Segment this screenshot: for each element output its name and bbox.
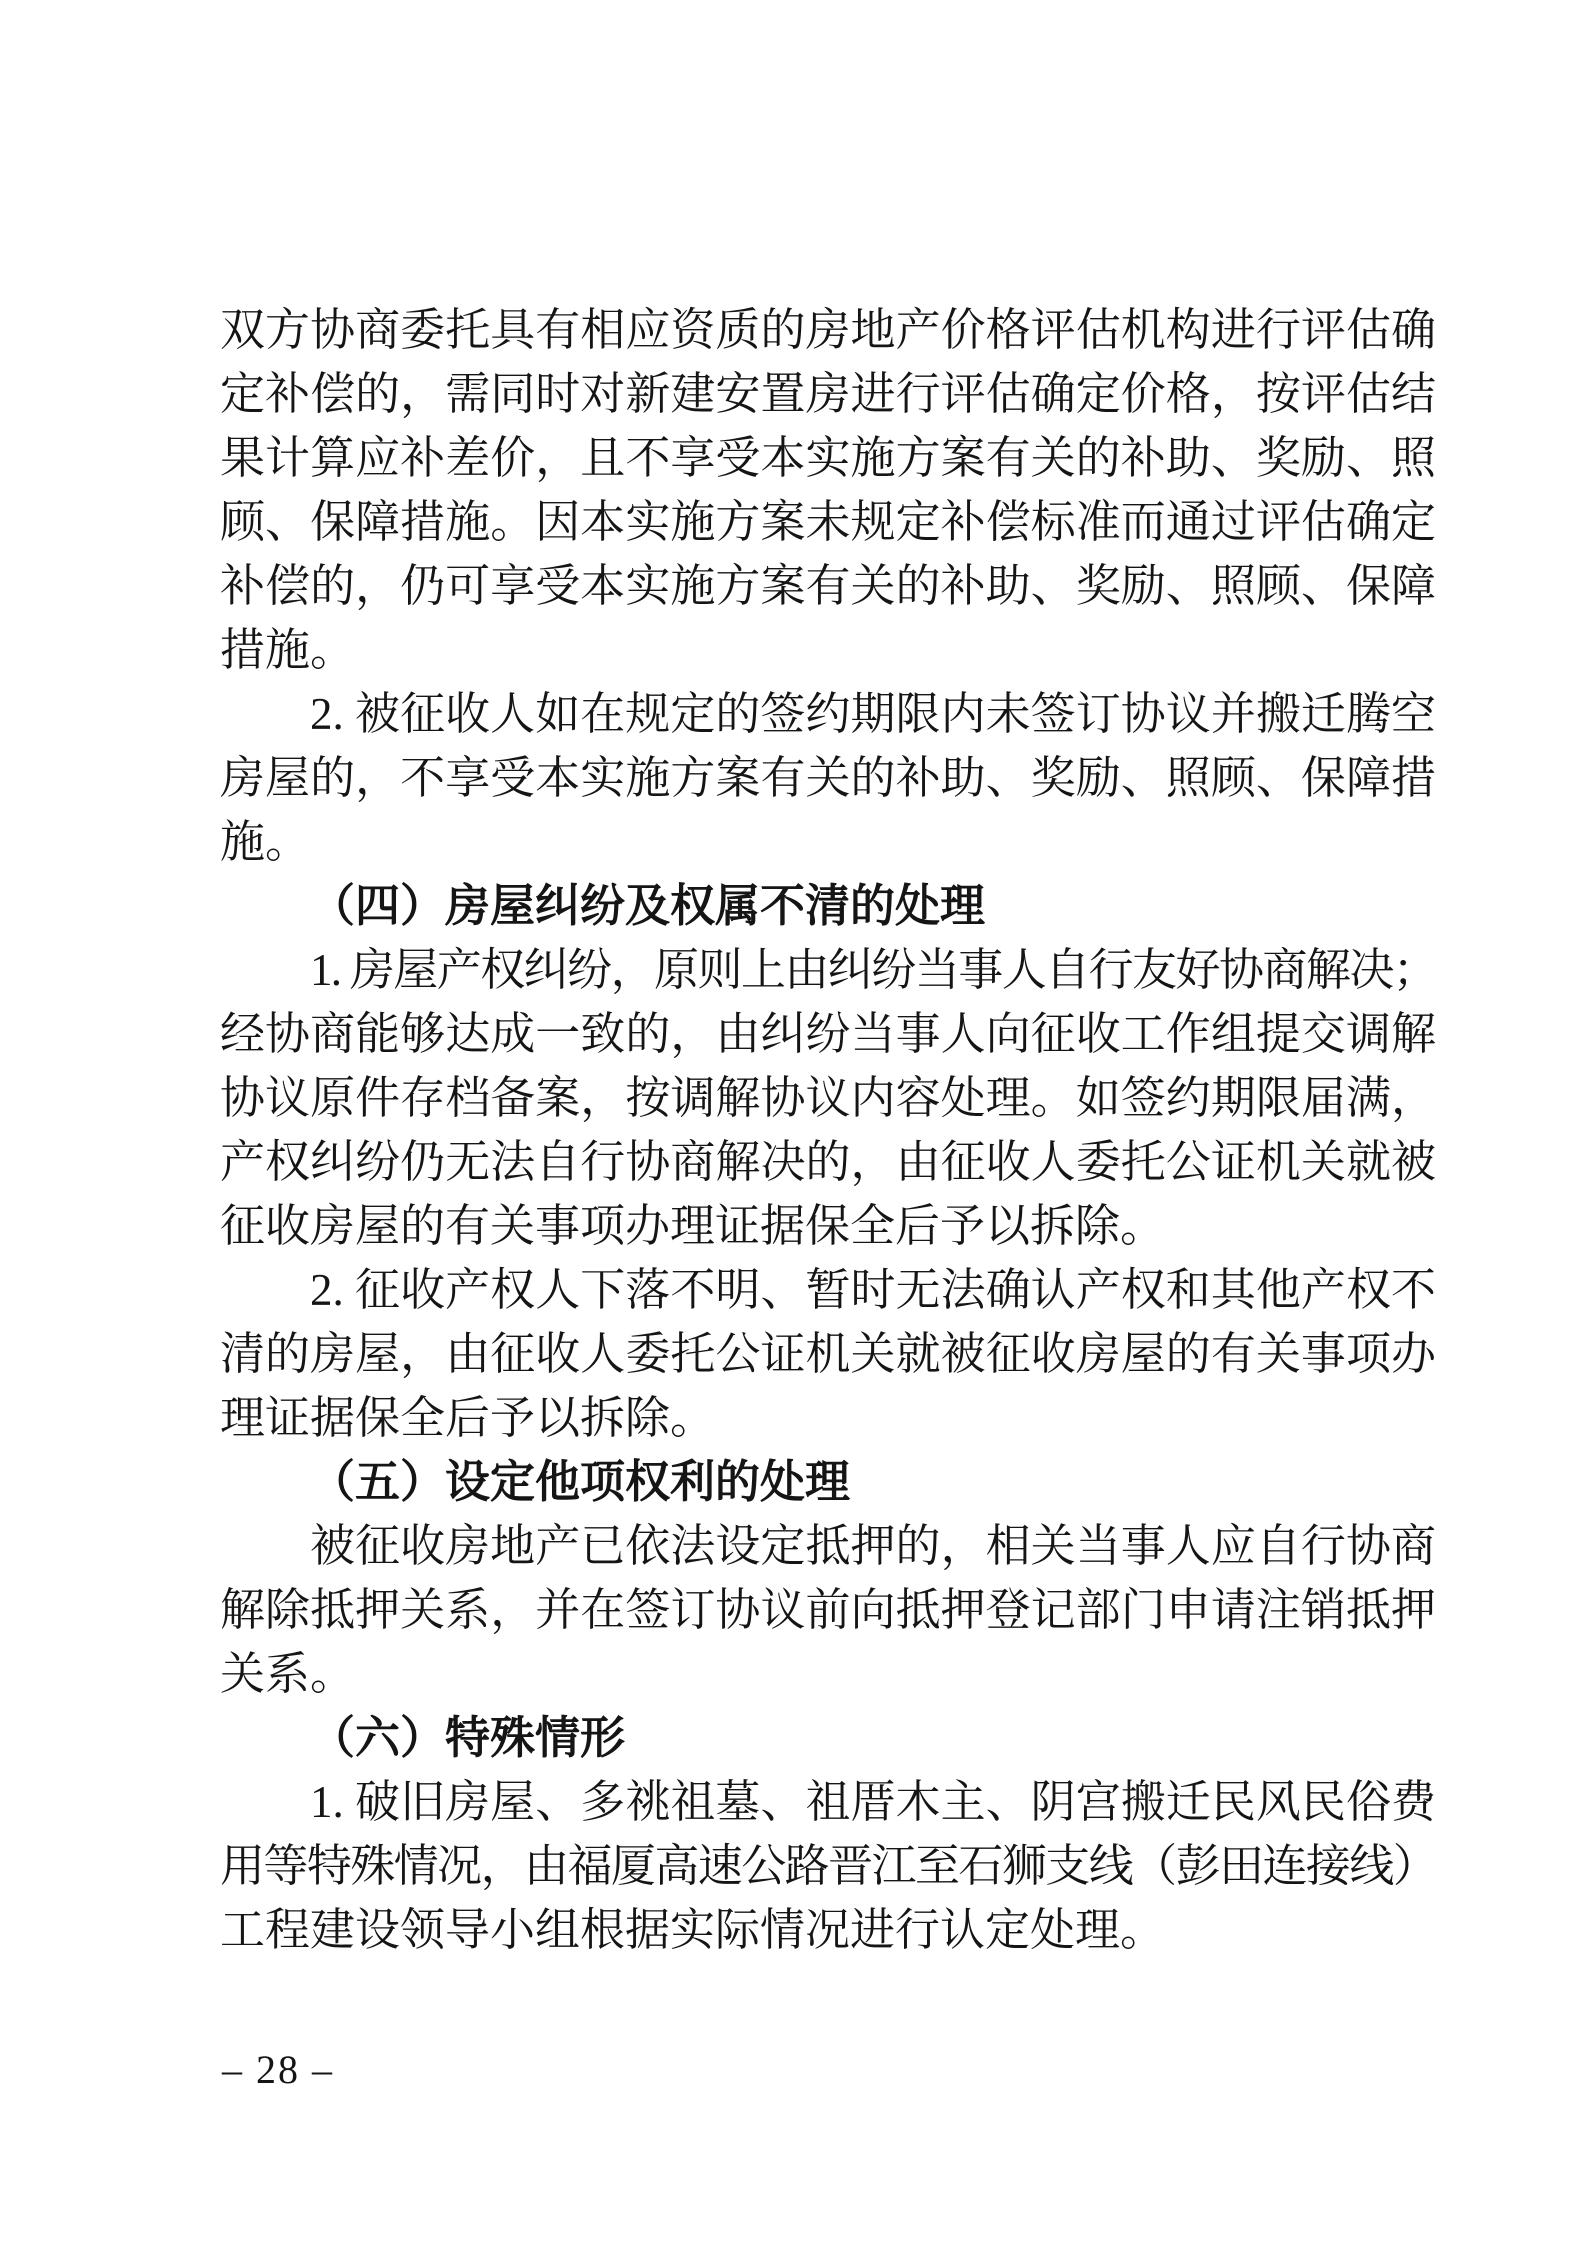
text-line: 解除抵押关系，并在签订协议前向抵押登记部门申请注销抵押 — [220, 1585, 1436, 1635]
text-line: 清的房屋，由征收人委托公证机关就被征收房屋的有关事项办 — [220, 1329, 1436, 1379]
section-heading: （四）房屋纠纷及权属不清的处理 — [310, 881, 986, 931]
text-line: 关系。 — [220, 1649, 356, 1699]
text-line: 被征收房地产已依法设定抵押的，相关当事人应自行协商 — [310, 1521, 1436, 1571]
text-line: 措施。 — [220, 625, 356, 675]
text-line: 双方协商委托具有相应资质的房地产价格评估机构进行评估确 — [220, 305, 1436, 355]
document-body — [220, 298, 1436, 1962]
text-line: 用等特殊情况，由福厦高速公路晋江至石狮支线（彭田连接线） — [220, 1841, 1436, 1891]
text-line: 2. 被征收人如在规定的签约期限内未签订协议并搬迁腾空 — [310, 689, 1436, 739]
text-line: 1. 破旧房屋、多祧祖墓、祖厝木主、阴宫搬迁民风民俗费 — [310, 1777, 1436, 1827]
section-heading: （五）设定他项权利的处理 — [310, 1457, 851, 1507]
text-line: 补偿的，仍可享受本实施方案有关的补助、奖励、照顾、保障 — [220, 561, 1436, 611]
text-line: 经协商能够达成一致的，由纠纷当事人向征收工作组提交调解 — [220, 1009, 1436, 1059]
text-line: 顾、保障措施。因本实施方案未规定补偿标准而通过评估确定 — [220, 497, 1436, 547]
text-line: 1. 房屋产权纠纷，原则上由纠纷当事人自行友好协商解决； — [310, 945, 1436, 995]
text-line: 协议原件存档备案，按调解协议内容处理。如签约期限届满， — [220, 1073, 1436, 1123]
text-line: 施。 — [220, 817, 311, 867]
section-heading: （六）特殊情形 — [310, 1713, 626, 1763]
page-number: – 28 – — [222, 2047, 334, 2092]
text-line: 2. 征收产权人下落不明、暂时无法确认产权和其他产权不 — [310, 1265, 1436, 1315]
text-line: 定补偿的，需同时对新建安置房进行评估确定价格，按评估结 — [220, 369, 1436, 419]
text-line: 征收房屋的有关事项办理证据保全后予以拆除。 — [220, 1201, 1166, 1251]
text-line: 理证据保全后予以拆除。 — [220, 1393, 716, 1443]
text-line: 房屋的，不享受本实施方案有关的补助、奖励、照顾、保障措 — [220, 753, 1436, 803]
text-line: 工程建设领导小组根据实际情况进行认定处理。 — [220, 1905, 1166, 1955]
text-line: 产权纠纷仍无法自行协商解决的，由征收人委托公证机关就被 — [220, 1137, 1436, 1187]
text-line: 果计算应补差价，且不享受本实施方案有关的补助、奖励、照 — [220, 433, 1436, 483]
